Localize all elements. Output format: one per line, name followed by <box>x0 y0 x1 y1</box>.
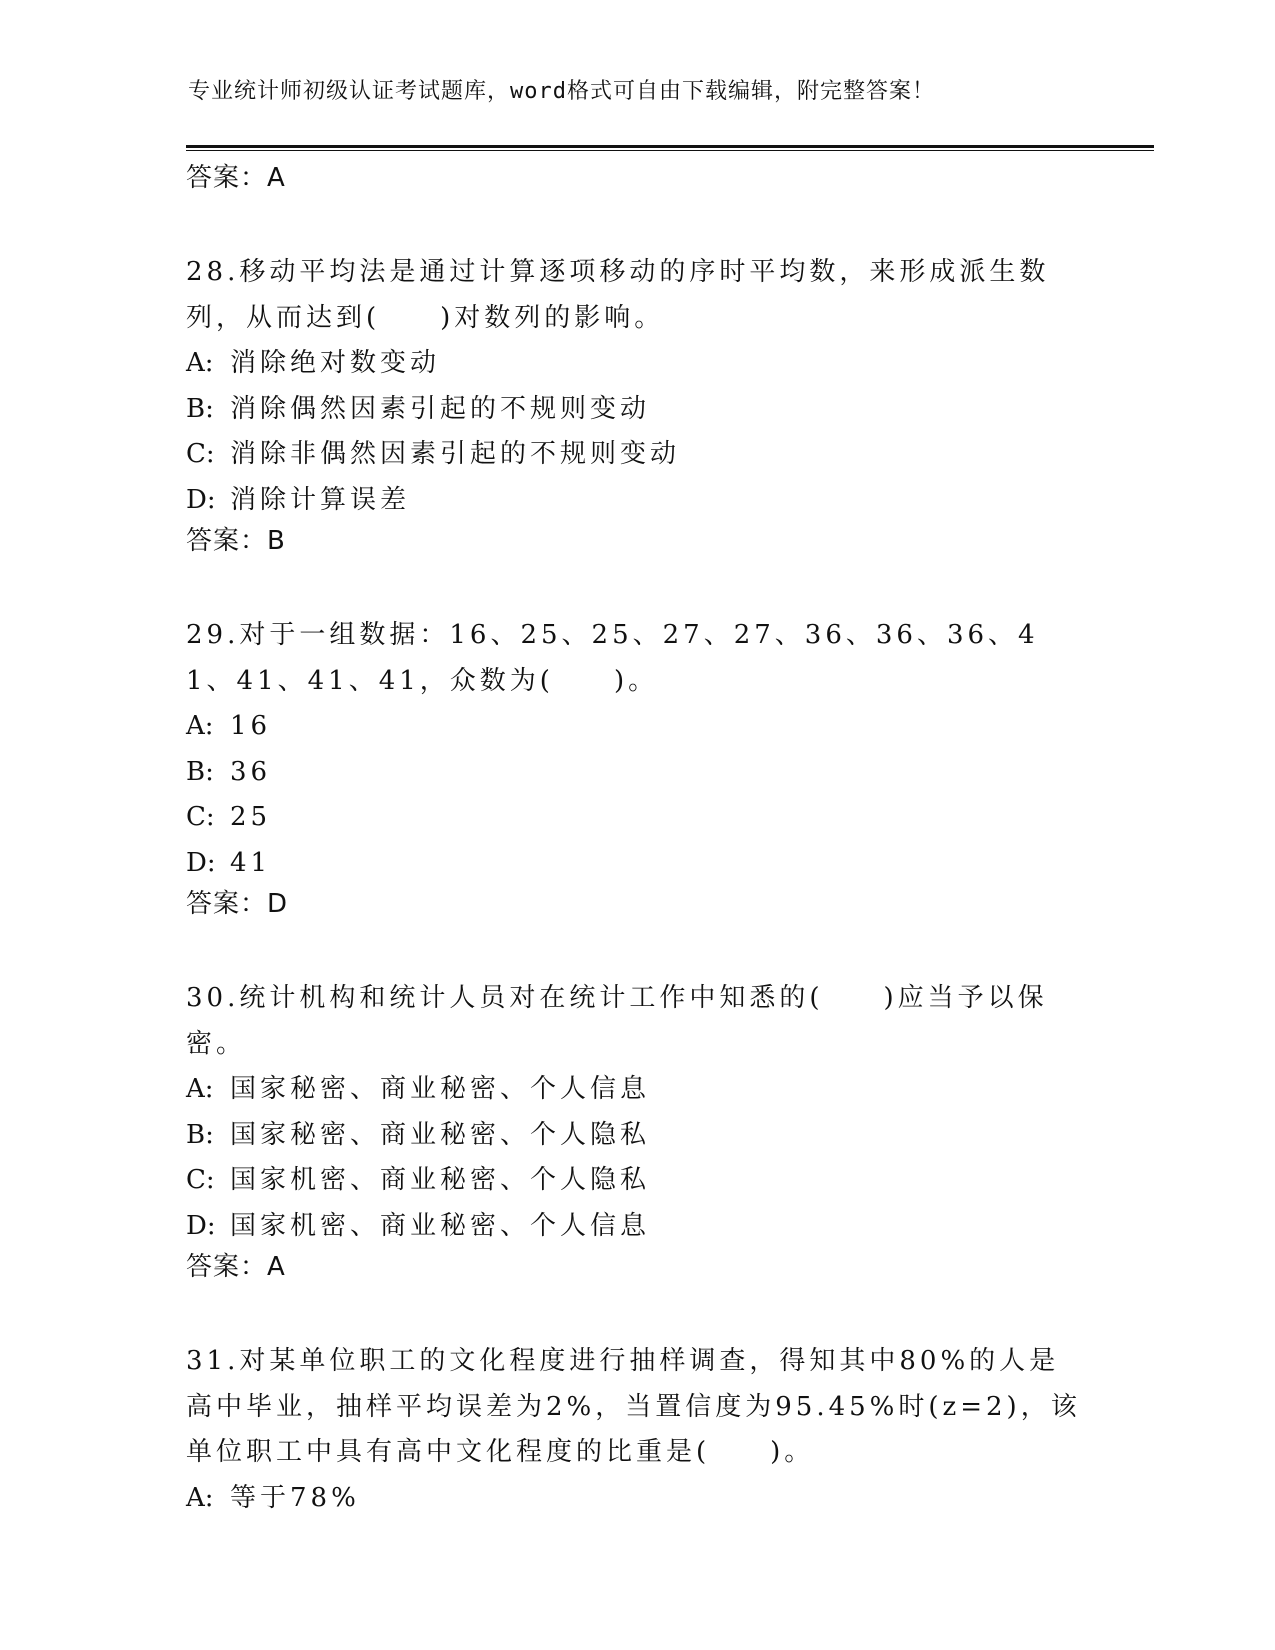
option-letter-char: C <box>186 802 206 832</box>
option-text: 25 <box>230 802 272 832</box>
option-separator: : <box>205 756 214 787</box>
option-letter <box>186 841 230 887</box>
option-separator: : <box>205 393 214 424</box>
option-separator: : <box>204 711 214 741</box>
option-a <box>186 704 1086 750</box>
option-b <box>186 1113 1086 1159</box>
option-letter-char: D <box>186 847 207 878</box>
question-number: 28. <box>186 257 240 287</box>
option-separator: : <box>205 802 215 832</box>
question-number: 30. <box>186 983 240 1013</box>
answer-30 <box>186 1249 1086 1285</box>
header-note: 专业统计师初级认证考试题库，word格式可自由下载编辑，附完整答案！ <box>188 79 935 104</box>
question-body: 移动平均法是通过计算逐项移动的序时平均数，来形成派生数列，从而达到( )对数列的影响。 <box>186 257 1050 333</box>
option-letter-char: B <box>186 393 206 424</box>
option-a <box>186 341 1086 387</box>
option-separator: : <box>205 439 215 469</box>
option-letter <box>186 478 230 524</box>
option-text: 消除非偶然因素引起的不规则变动 <box>230 439 681 469</box>
option-text: 国家机密、商业秘密、个人隐私 <box>230 1165 651 1195</box>
answer-prev <box>186 160 1086 196</box>
answer-separator: ： <box>240 889 268 919</box>
option-b <box>186 387 1086 433</box>
answer-value: B <box>267 526 286 556</box>
question-number: 29. <box>186 620 240 650</box>
option-letter-char: B <box>186 1119 206 1150</box>
question-29 <box>186 613 1086 922</box>
option-letter <box>186 1204 230 1250</box>
option-letter-char: A <box>186 711 205 741</box>
option-separator: : <box>204 348 214 378</box>
option-letter <box>186 387 230 433</box>
option-c <box>186 432 1086 478</box>
question-body: 对于一组数据：16、25、25、27、27、36、36、36、41、41、41、41，众数为( )。 <box>186 620 1039 696</box>
option-letter-char: A <box>186 1074 205 1104</box>
option-text: 国家机密、商业秘密、个人信息 <box>230 1210 651 1241</box>
question-28 <box>186 250 1086 559</box>
option-b <box>186 750 1086 796</box>
answer-value: A <box>267 163 286 193</box>
option-d <box>186 841 1086 887</box>
option-letter-char: C <box>186 439 206 469</box>
option-letter <box>186 795 230 841</box>
option-letter-char: B <box>186 756 206 787</box>
option-letter <box>186 1113 230 1159</box>
answer-28 <box>186 523 1086 559</box>
option-d <box>186 478 1086 524</box>
option-letter <box>186 1476 230 1522</box>
option-separator: : <box>205 1119 214 1150</box>
option-separator: : <box>204 1074 214 1104</box>
option-letter <box>186 1158 230 1204</box>
option-letter <box>186 1067 230 1113</box>
header-rule-thin <box>186 150 1154 151</box>
option-text: 41 <box>230 847 272 878</box>
option-letter-char: D <box>186 1210 207 1241</box>
option-a <box>186 1067 1086 1113</box>
question-30 <box>186 976 1086 1285</box>
option-text: 国家秘密、商业秘密、个人隐私 <box>230 1119 651 1150</box>
option-separator: : <box>204 1482 214 1513</box>
option-separator: : <box>206 1210 216 1241</box>
option-text: 等于78% <box>230 1482 360 1513</box>
option-letter-char: A <box>186 1482 205 1513</box>
option-separator: : <box>206 484 216 515</box>
question-text <box>186 976 1086 1067</box>
option-separator: : <box>205 1165 215 1195</box>
option-text: 16 <box>230 711 272 741</box>
option-text: 消除计算误差 <box>230 484 411 515</box>
option-letter <box>186 750 230 796</box>
option-letter <box>186 704 230 750</box>
answer-separator: ： <box>240 1252 268 1282</box>
answer-separator: ： <box>240 526 268 556</box>
question-text <box>186 250 1086 341</box>
option-text: 消除绝对数变动 <box>230 348 441 378</box>
answer-label: 答案 <box>186 163 241 193</box>
question-31 <box>186 1339 1086 1521</box>
option-a <box>186 1476 1086 1522</box>
option-text: 消除偶然因素引起的不规则变动 <box>230 393 651 424</box>
content-area <box>186 160 1086 1521</box>
option-text: 国家秘密、商业秘密、个人信息 <box>230 1074 651 1104</box>
question-body: 对某单位职工的文化程度进行抽样调查，得知其中80%的人是高中毕业，抽样平均误差为2%，当置信度为95.45%时(z=2)，该单位职工中具有高中文化程度的比重是( )。 <box>186 1346 1081 1467</box>
option-c <box>186 1158 1086 1204</box>
answer-29 <box>186 886 1086 922</box>
answer-separator: ： <box>240 163 268 193</box>
option-letter <box>186 341 230 387</box>
option-letter-char: A <box>186 348 205 378</box>
question-text <box>186 1339 1086 1476</box>
answer-label: 答案 <box>186 1252 241 1282</box>
question-number: 31. <box>186 1346 240 1376</box>
header-rule-thick <box>186 145 1154 148</box>
option-separator: : <box>206 847 216 878</box>
question-text <box>186 613 1086 704</box>
option-letter <box>186 432 230 478</box>
answer-value: A <box>267 1252 286 1282</box>
option-d <box>186 1204 1086 1250</box>
answer-label: 答案 <box>186 889 241 919</box>
option-text: 36 <box>230 756 272 787</box>
question-body: 统计机构和统计人员对在统计工作中知悉的( )应当予以保密。 <box>186 983 1048 1059</box>
answer-value: D <box>267 889 289 919</box>
option-letter-char: D <box>186 484 207 515</box>
option-letter-char: C <box>186 1165 206 1195</box>
answer-label: 答案 <box>186 526 241 556</box>
option-c <box>186 795 1086 841</box>
